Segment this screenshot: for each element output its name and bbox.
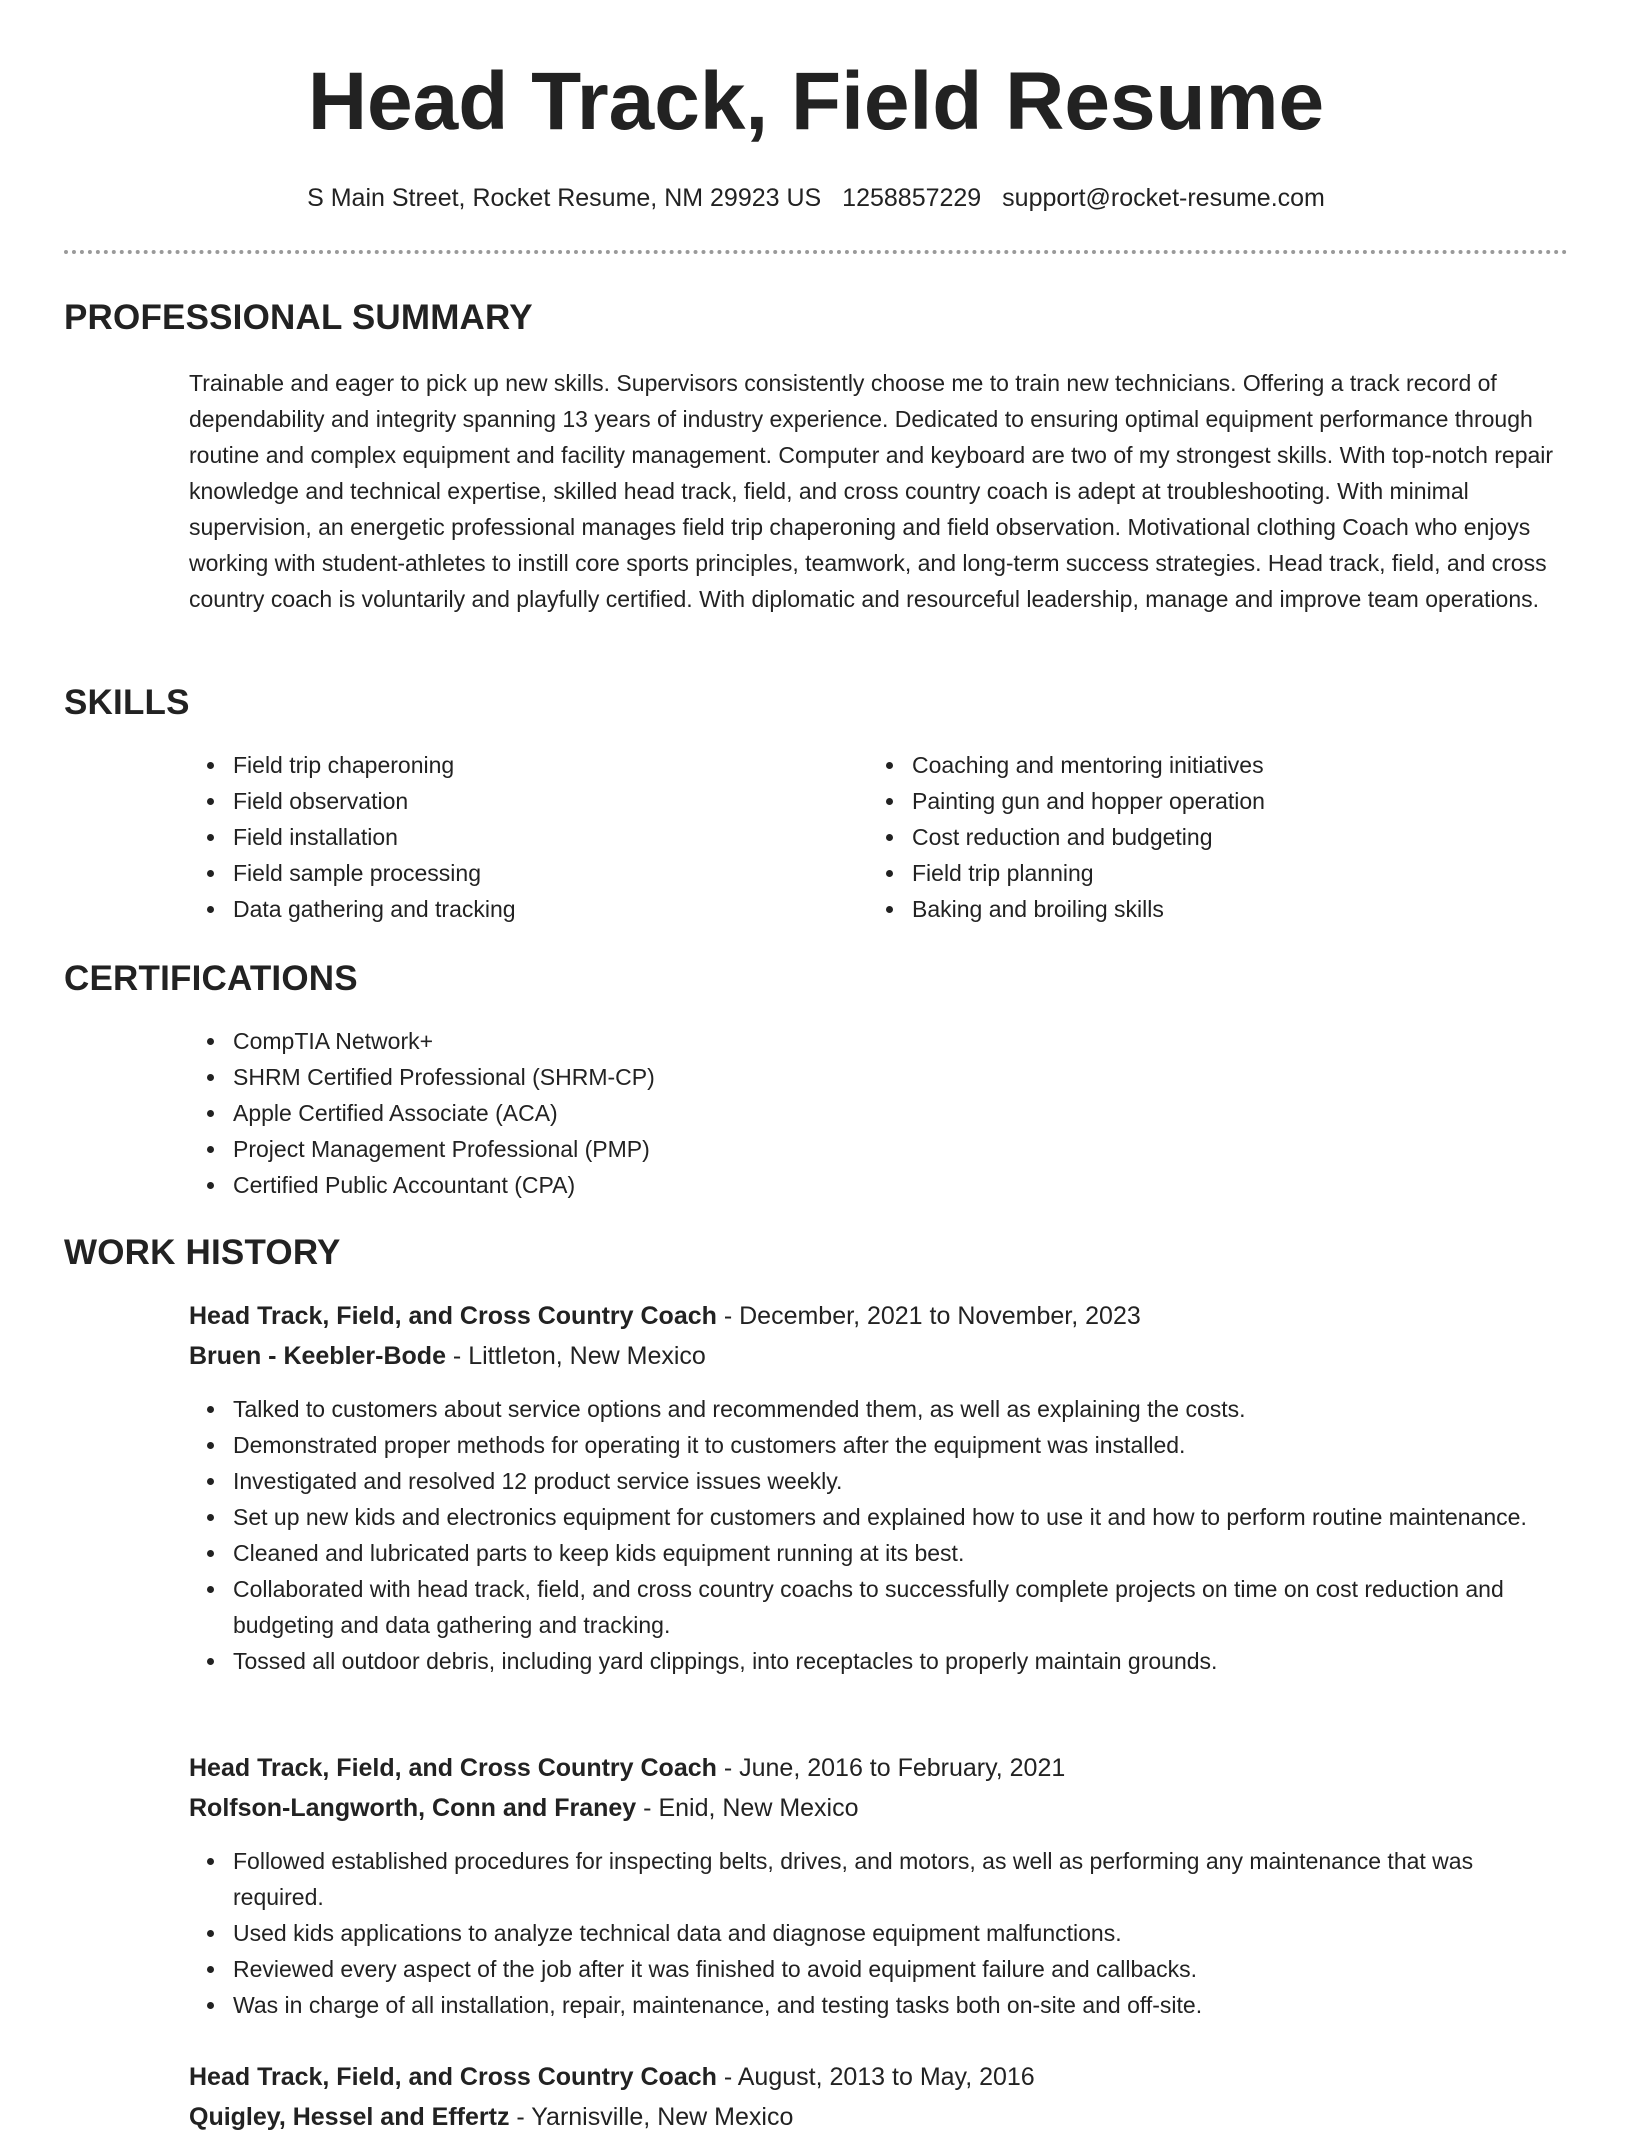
job-location: Yarnisville, New Mexico <box>531 2103 794 2131</box>
job-separator: - <box>636 1794 659 1822</box>
certification-item: Apple Certified Associate (ACA) <box>233 1095 1533 1131</box>
job-separator: - <box>716 2063 738 2091</box>
skill-item: Field trip chaperoning <box>233 747 833 783</box>
certification-item: Certified Public Accountant (CPA) <box>233 1167 1533 1203</box>
skills-list-left <box>189 747 833 927</box>
skill-item: Data gathering and tracking <box>233 891 833 927</box>
job-location: Littleton, New Mexico <box>468 1342 706 1370</box>
job-company-line <box>189 1788 859 1828</box>
job-company-line <box>189 1336 706 1376</box>
skill-item: Baking and broiling skills <box>912 891 1572 927</box>
job-bullet: Set up new kids and electronics equipment for customers and explained how to use it and how to perform routine maintenance. <box>233 1499 1568 1535</box>
job-title-line <box>189 2057 1035 2097</box>
summary-text: Trainable and eager to pick up new skills. Supervisors consistently choose me to train new technicians. Offering a track record of dependability and integrity spanning 13 years of industry experience. Dedicated to ensuring optimal equipment performance through routine and complex equipment and facility management. Computer and keyboard are two of my strongest skills. With top-notch repair knowledge and technical expertise, skilled head track, field, and cross country coach is adept at troubleshooting. With minimal supervision, an energetic professional manages field trip chaperoning and field observation. Motivational clothing Coach who enjoys working with student-athletes to instill core sports principles, teamwork, and long-term success strategies. Head track, field, and cross country coach is voluntarily and playfully certified. With diplomatic and resourceful leadership, manage and improve team operations. <box>189 370 1554 612</box>
job-company: Bruen - Keebler-Bode <box>189 1342 446 1370</box>
contact-line <box>0 180 1632 216</box>
certification-item: SHRM Certified Professional (SHRM-CP) <box>233 1059 1533 1095</box>
job-bullet: Reviewed every aspect of the job after it was finished to avoid equipment failure and callbacks. <box>233 1951 1568 1987</box>
skill-item: Field trip planning <box>912 855 1572 891</box>
skill-item: Coaching and mentoring initiatives <box>912 747 1572 783</box>
skill-item: Cost reduction and budgeting <box>912 819 1572 855</box>
job-company: Rolfson-Langworth, Conn and Franey <box>189 1794 637 1822</box>
skill-item: Field observation <box>233 783 833 819</box>
job-bullet: Collaborated with head track, field, and cross country coachs to successfully complete projects on time on cost reduction and budgeting and data gathering and tracking. <box>233 1571 1568 1643</box>
contact-phone: 1258857229 <box>842 184 982 212</box>
job-bullet: Used kids applications to analyze technical data and diagnose equipment malfunctions. <box>233 1915 1568 1951</box>
job-bullet: Tossed all outdoor debris, including yard clippings, into receptacles to properly maintain grounds. <box>233 1643 1568 1679</box>
skills-heading: SKILLS <box>64 683 190 722</box>
certification-item: CompTIA Network+ <box>233 1023 1533 1059</box>
job-dates: December, 2021 to November, 2023 <box>739 1302 1141 1330</box>
job-bullet: Investigated and resolved 12 product service issues weekly. <box>233 1463 1568 1499</box>
header-divider <box>64 250 1568 254</box>
skill-item: Field installation <box>233 819 833 855</box>
certifications-heading: CERTIFICATIONS <box>64 959 358 998</box>
work-history-heading: WORK HISTORY <box>64 1233 341 1272</box>
summary-heading: PROFESSIONAL SUMMARY <box>64 298 533 337</box>
job-bullet: Followed established procedures for inspecting belts, drives, and motors, as well as performing any maintenance that was required. <box>233 1843 1568 1915</box>
job-bullet: Cleaned and lubricated parts to keep kids equipment running at its best. <box>233 1535 1568 1571</box>
job-separator: - <box>509 2103 532 2131</box>
job-bullet: Talked to customers about service options and recommended them, as well as explaining the costs. <box>233 1391 1568 1427</box>
resume-title: Head Track, Field Resume <box>307 56 1325 147</box>
job-title: Head Track, Field, and Cross Country Coach <box>189 1302 717 1330</box>
job-separator: - <box>716 1302 740 1330</box>
job-title: Head Track, Field, and Cross Country Coach <box>189 2063 717 2091</box>
job-dates: August, 2013 to May, 2016 <box>737 2063 1035 2091</box>
job-dates: June, 2016 to February, 2021 <box>739 1754 1066 1782</box>
contact-email: support@rocket-resume.com <box>1002 184 1325 212</box>
job-company: Quigley, Hessel and Effertz <box>189 2103 510 2131</box>
job-location: Enid, New Mexico <box>658 1794 859 1822</box>
job-title: Head Track, Field, and Cross Country Coach <box>189 1754 717 1782</box>
job-separator: - <box>716 1754 740 1782</box>
contact-address: S Main Street, Rocket Resume, NM 29923 US <box>307 184 822 212</box>
job-title-line <box>189 1296 1141 1336</box>
job-bullet: Was in charge of all installation, repair, maintenance, and testing tasks both on-site and off-site. <box>233 1987 1568 2023</box>
certification-item: Project Management Professional (PMP) <box>233 1131 1533 1167</box>
job-company-line <box>189 2097 793 2137</box>
job-bullets <box>189 1391 1568 1679</box>
skill-item: Field sample processing <box>233 855 833 891</box>
job-title-line <box>189 1748 1065 1788</box>
job-bullet: Demonstrated proper methods for operating it to customers after the equipment was installed. <box>233 1427 1568 1463</box>
certifications-list <box>189 1023 1533 1203</box>
skills-list-right <box>868 747 1572 927</box>
job-bullets <box>189 1843 1568 2023</box>
skill-item: Painting gun and hopper operation <box>912 783 1572 819</box>
job-separator: - <box>445 1342 469 1370</box>
